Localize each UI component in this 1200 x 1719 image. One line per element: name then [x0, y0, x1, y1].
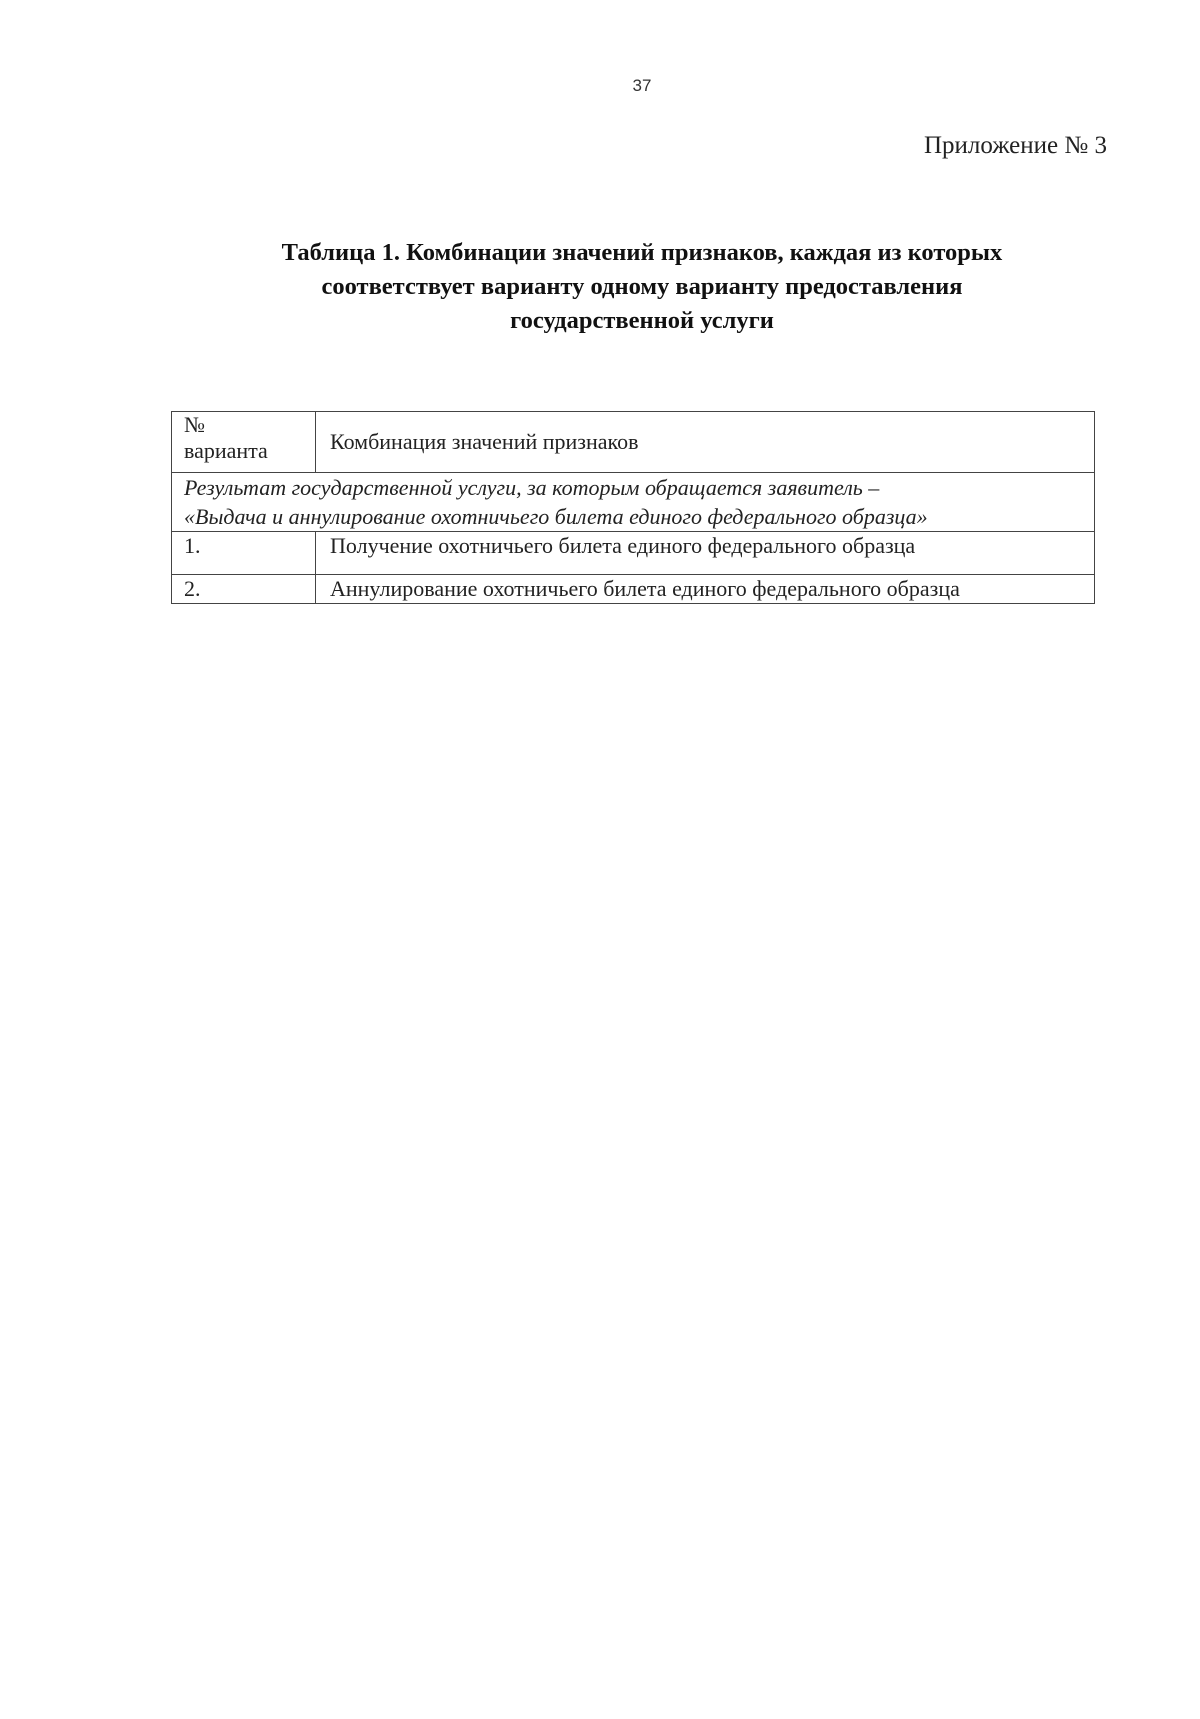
- table-row: [172, 532, 1095, 575]
- variant-number-cell: 2.: [172, 575, 316, 604]
- header-combination: Комбинация значений признаков: [316, 412, 1095, 473]
- header-variant-number: [172, 412, 316, 473]
- table-title-line: Таблица 1. Комбинации значений признаков, каждая из которых: [281, 239, 1003, 266]
- combination-cell: Аннулирование охотничьего билета единого федерального образца: [316, 575, 1095, 604]
- variants-table: [171, 411, 1095, 604]
- group-cell: [172, 473, 1095, 532]
- header-number-sign: №: [184, 412, 205, 437]
- table-title: [150, 236, 1134, 338]
- appendix-label: Приложение № 3: [923, 132, 1107, 159]
- header-variant-label: варианта: [184, 438, 268, 463]
- table-title-line: государственной услуги: [510, 307, 774, 334]
- page-number: 37: [632, 76, 652, 95]
- table-group-row: [172, 473, 1095, 532]
- table-title-line: соответствует варианту одному варианту предоставления: [321, 273, 963, 300]
- variant-number-cell: 1.: [172, 532, 316, 575]
- group-line: Результат государственной услуги, за которым обращается заявитель –: [184, 475, 880, 500]
- table-header-row: [172, 412, 1095, 473]
- table-row: [172, 575, 1095, 604]
- combination-cell: Получение охотничьего билета единого федерального образца: [316, 532, 1095, 575]
- group-line: «Выдача и аннулирование охотничьего билета единого федерального образца»: [184, 504, 928, 529]
